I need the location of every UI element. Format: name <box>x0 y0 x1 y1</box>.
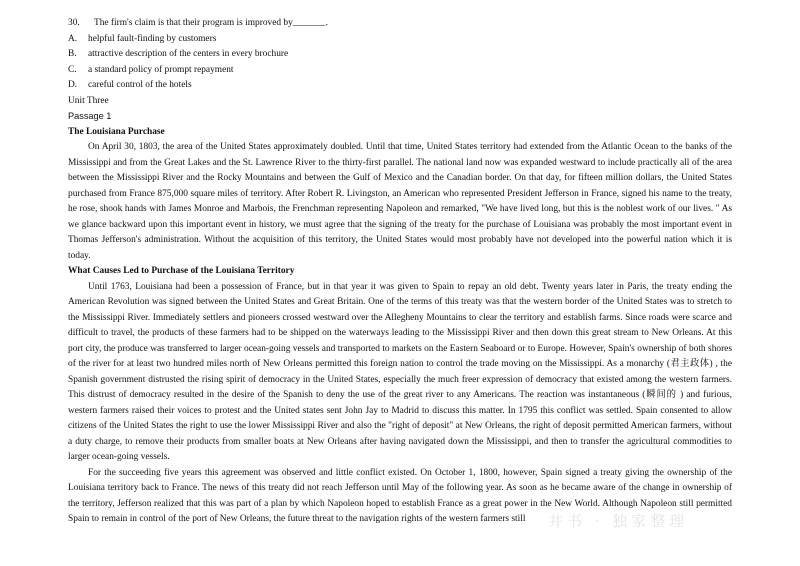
paragraph-3: For the succeeding five years this agreement was observed and little conflict existed. On October 1, 1800, however, Spain signed a treaty giving the ownership of the Louisiana territory back to France. The news of this treaty did not reach Jefferson until May of the following year. As soon as he became aware of the change in ownership of the territory, Jefferson realized that this was part of a plan by which Napoleon hoped to establish France as a great power in the New World. Although Napoleon still permitted Spain to remain in control of the port of New Orleans, the future threat to the navigation rights of the western farmers still <box>68 467 732 524</box>
option-a <box>68 32 732 48</box>
option-b <box>68 47 732 63</box>
option-c-letter: C. <box>68 64 77 75</box>
section-heading: What Causes Led to Purchase of the Louisiana Territory <box>68 266 295 276</box>
option-a-text: helpful fault-finding by customers <box>88 33 217 44</box>
paragraph-1: On April 30, 1803, the area of the United States approximately doubled. Until that time, United States territory had extended from the Atlantic Ocean to the banks of the Mississippi and from the Great Lakes and the St. Lawrence River to the thirty-first parallel. The national land now was expanded westward to include practically all of the area between the Mississippi River and the Rocky Mountains and between the Gulf of Mexico and the Canadian border. On that day, for fifteen million dollars, the United States purchased from France 875,000 square miles of territory. After Robert R. Livingston, an American who represented President Jefferson in France, signed his name to the treaty, he rose, shook hands with James Monroe and Marbois, the Frenchman representing Napoleon and remarked, "We have lived long, but this is the noblest work of our lives. " As we glance backward upon this important event in history, we must agree that the signing of the treaty for the purchase of Louisiana was probably the most important event in Thomas Jefferson's administration. Without the acquisition of this territory, the United States would most probably have not developed into the powerful nation which it is today. <box>68 142 732 261</box>
document-page <box>68 16 732 528</box>
question-stem-line <box>68 16 732 32</box>
unit-label: Unit Three <box>68 95 109 106</box>
passage-title: The Louisiana Purchase <box>68 126 165 137</box>
question-number: 30. <box>68 18 80 28</box>
paragraph-2: Until 1763, Louisiana had been a possession of France, but in that year it was given to Spain to repay an old debt. Twenty years later in Paris, the treaty ending the American Revolution was signed between the United States and Great Britain. One of the terms of this treaty was that the western border of the United States was to stretch to the Mississippi River. Immediately settlers and pioneers crossed westward over the Allegheny Mountains to clear the territory and establish farms. Since roads were scarce and difficult to travel, the products of these farmers had to be shipped on the waterways leading to the Mississippi River and then down this great stream to New Orleans. At this port city, the produce was transferred to larger ocean-going vessels and transported to markets on the Eastern Seaboard or to Europe. However, Spain's ownership of both shores of the river for at least two hundred miles north of New Orleans permitted this foreign nation to control the trade moving on the Mississippi. As a monarchy (君主政体) , the Spanish government distrusted the rising spirit of democracy in the United States, especially the much freer expression of democracy that existed among the western farmers. This distrust of democracy resulted in the desire of the Spanish to deny the use of the great river to any Americans. The reaction was instantaneous (瞬间的 ) and furious, western farmers raised their voices to protest and the United states sent John Jay to Madrid to discuss this matter. In 1795 this conflict was settled. Spain consented to allow citizens of the United States the right to use the lower Mississippi River and also the "right of deposit" at New Orleans, the right of deposit permitted American farmers, without a duty charge, to remove their products from smaller boats at New Orleans after having navigated down the Mississippi, and then to transfer the agricultural commodities to larger ocean-going vessels. <box>68 281 732 462</box>
option-d <box>68 78 732 94</box>
option-d-letter: D. <box>68 80 78 90</box>
watermark: 井书 · 独家整理 <box>548 512 689 530</box>
question-stem: The firm's claim is that their program is improved by_______. <box>94 18 328 28</box>
option-b-text: attractive description of the centers in every brochure <box>88 49 289 59</box>
option-c-text: a standard policy of prompt repayment <box>88 64 234 75</box>
option-d-text: careful control of the hotels <box>88 80 192 90</box>
option-a-letter: A. <box>68 33 78 44</box>
option-b-letter: B. <box>68 49 77 59</box>
passage-label: Passage 1 <box>68 111 112 121</box>
option-c <box>68 63 732 79</box>
